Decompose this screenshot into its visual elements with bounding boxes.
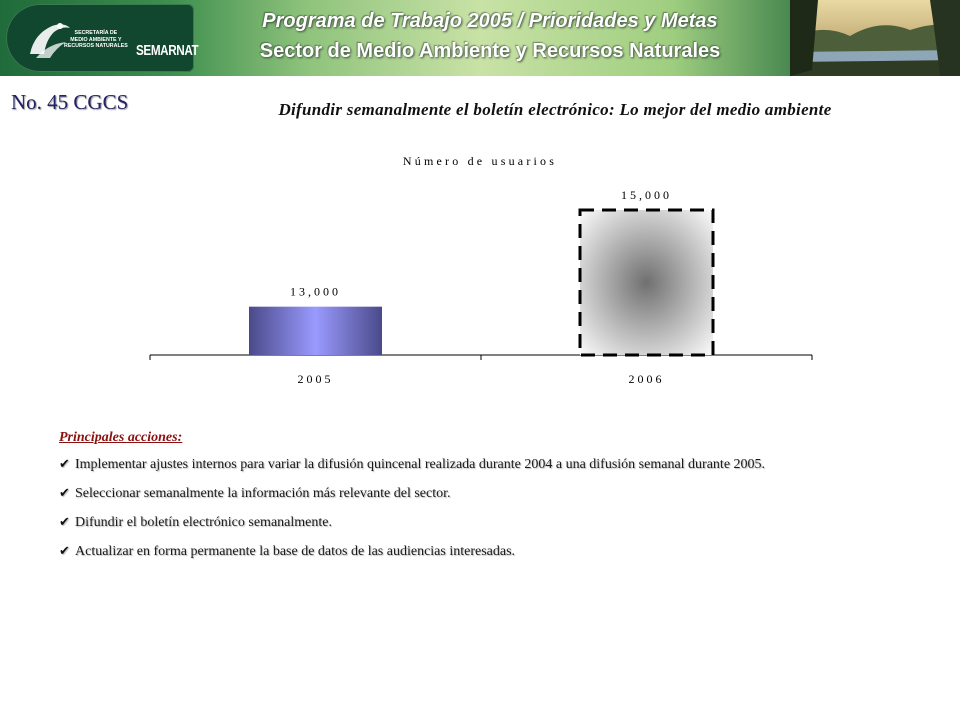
action-text: Difundir el boletín electrónico semanalmente. (75, 515, 332, 530)
bar-2005 (249, 307, 382, 355)
x-tick-label: 2005 (297, 372, 334, 386)
chart-title: Número de usuarios (402, 154, 558, 168)
page-code: No. 45 CGCS (11, 90, 129, 114)
list-item (59, 514, 765, 543)
list-item (59, 485, 765, 514)
semarnat-logo (6, 4, 199, 72)
action-text: Implementar ajustes internos para variar la difusión quincenal realizada durante 2004 a una difusión semanal durante 2005. (75, 457, 766, 472)
x-tick-label: 2006 (628, 372, 665, 386)
actions-title: Principales acciones: (59, 430, 183, 445)
data-label: 13,000 (290, 284, 341, 299)
banner-title: Programa de Trabajo 2005 / Prioridades y Metas (262, 10, 718, 32)
check-icon: ✔ (59, 514, 70, 529)
logo-text: SECRETARÍA DE MEDIO AMBIENTE Y RECURSOS NATURALES (64, 30, 128, 49)
chart-plot (0, 140, 960, 410)
page-subtitle: Difundir semanalmente el boletín electrónico: Lo mejor del medio ambiente (278, 100, 832, 119)
actions-list (59, 456, 765, 572)
list-item (59, 456, 765, 485)
action-text: Actualizar en forma permanente la base de datos de las audiencias interesadas. (75, 544, 516, 559)
users-chart (0, 140, 960, 410)
logo-brand: SEMARNAT (136, 42, 199, 59)
header-banner (0, 0, 960, 76)
bar-2006 (580, 210, 713, 355)
check-icon: ✔ (59, 485, 70, 500)
banner-subtitle: Sector de Medio Ambiente y Recursos Naturales (259, 40, 721, 62)
landscape-photo (790, 0, 960, 76)
check-icon: ✔ (59, 543, 70, 558)
check-icon: ✔ (59, 456, 70, 471)
list-item (59, 543, 765, 572)
data-label: 15,000 (621, 188, 672, 202)
action-text: Seleccionar semanalmente la información más relevante del sector. (75, 486, 451, 501)
